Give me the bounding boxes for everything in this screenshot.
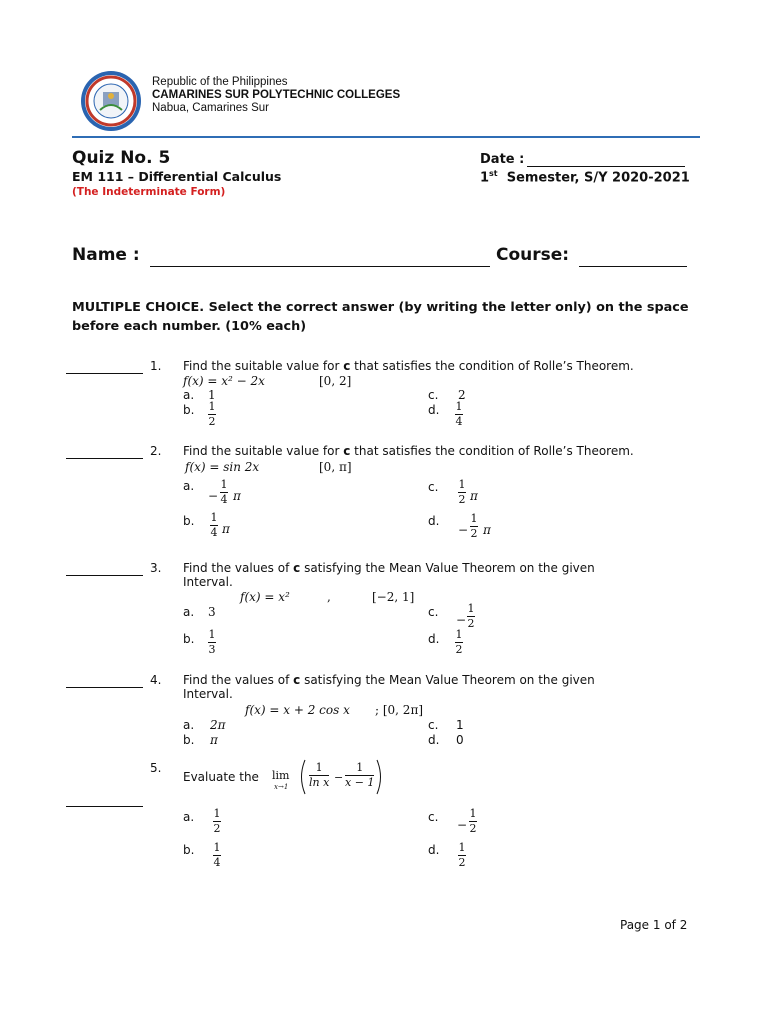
minus-sign: − — [334, 771, 344, 784]
option-fraction: 1 2 — [458, 478, 466, 506]
option-value: 1 — [208, 388, 216, 402]
header-divider — [72, 136, 700, 138]
question-interval: [−2, 1] — [372, 590, 415, 604]
option-sign: − — [208, 489, 219, 503]
option-label: a. — [183, 718, 195, 732]
option-value: π — [210, 733, 218, 747]
option-fraction: 1 2 — [455, 628, 463, 656]
option-label: d. — [428, 514, 440, 528]
option-label: a. — [183, 810, 195, 824]
answer-blank-2[interactable] — [66, 458, 143, 459]
limit-term1: 1 ln x — [309, 761, 330, 789]
option-label: c. — [428, 810, 439, 824]
option-pi: π — [233, 489, 241, 503]
option-fraction: 1 2 — [208, 400, 216, 428]
question-text: Find the values of c satisfying the Mean Value Theorem on the given — [183, 561, 595, 575]
option-label: c. — [428, 605, 439, 619]
question-text: Find the values of c satisfying the Mean Value Theorem on the given — [183, 673, 595, 687]
option-label: a. — [183, 605, 195, 619]
option-label: b. — [183, 514, 195, 528]
option-label: d. — [428, 733, 440, 747]
option-fraction: 1 2 — [213, 807, 221, 835]
option-label: d. — [428, 632, 440, 646]
course-blank[interactable] — [579, 266, 687, 267]
question-text: Find the suitable value for c that satisfies the condition of Rolle’s Theorem. — [183, 359, 634, 373]
option-pi: π — [470, 489, 478, 503]
question-number: 4. — [150, 673, 162, 687]
left-paren-icon — [297, 759, 307, 795]
option-label: c. — [428, 388, 439, 402]
option-fraction: 1 2 — [467, 602, 475, 630]
letterhead-country: Republic of the Philippines — [152, 76, 288, 88]
answer-blank-3[interactable] — [66, 575, 143, 576]
right-paren-icon — [375, 759, 385, 795]
option-pi: π — [222, 522, 230, 536]
course-code: EM 111 – Differential Calculus — [72, 169, 282, 184]
option-fraction: 1 4 — [455, 400, 463, 428]
question-text-line2: Interval. — [183, 687, 233, 701]
answer-blank-5[interactable] — [66, 806, 143, 807]
option-fraction: 1 2 — [469, 807, 477, 835]
course-label: Course: — [496, 245, 570, 265]
option-sign: − — [456, 613, 467, 627]
option-fraction: 1 4 — [213, 841, 221, 869]
option-label: b. — [183, 843, 195, 857]
option-label: a. — [183, 388, 195, 402]
question-interval: [0, π] — [319, 460, 352, 474]
limit-operator: lim — [272, 769, 290, 782]
option-label: b. — [183, 632, 195, 646]
quiz-topic: (The Indeterminate Form) — [72, 186, 226, 198]
option-label: b. — [183, 403, 195, 417]
interval-separator: , — [327, 590, 331, 604]
name-label: Name : — [72, 245, 140, 265]
option-label: b. — [183, 733, 195, 747]
instructions: MULTIPLE CHOICE. Select the correct answer (by writing the letter only) on the space before each number. (10% each) — [72, 300, 689, 334]
question-interval: ; [0, 2π] — [375, 703, 424, 717]
option-fraction: 1 4 — [220, 478, 228, 506]
quiz-title: Quiz No. 5 — [72, 148, 171, 168]
letterhead-college: CAMARINES SUR POLYTECHNIC COLLEGES — [152, 89, 401, 101]
option-fraction: 1 2 — [470, 512, 478, 540]
page-number: Page 1 of 2 — [620, 918, 688, 932]
question-text: Evaluate the — [183, 770, 259, 784]
question-number: 3. — [150, 561, 162, 575]
question-function: f(x) = x² − 2x — [183, 374, 265, 388]
option-fraction: 1 4 — [210, 511, 218, 539]
option-fraction: 1 2 — [458, 841, 466, 869]
option-value: 2 — [458, 388, 466, 402]
answer-blank-1[interactable] — [66, 373, 143, 374]
date-blank[interactable] — [527, 166, 685, 167]
letterhead-location: Nabua, Camarines Sur — [152, 102, 269, 114]
option-label: c. — [428, 718, 439, 732]
question-text-line2: Interval. — [183, 575, 233, 589]
option-sign: − — [458, 523, 469, 537]
option-value: 2π — [210, 718, 226, 732]
limit-term2: 1 x − 1 — [345, 761, 375, 789]
name-blank[interactable] — [150, 266, 490, 267]
option-label: d. — [428, 843, 440, 857]
question-number: 5. — [150, 761, 162, 775]
semester-label: 1st Semester, S/Y 2020-2021 — [480, 169, 690, 186]
question-interval: [0, 2] — [319, 374, 352, 388]
question-number: 2. — [150, 444, 162, 458]
college-seal-logo — [80, 70, 142, 132]
option-label: a. — [183, 479, 195, 493]
option-value: 0 — [456, 733, 464, 747]
question-function: f(x) = x + 2 cos x — [245, 703, 350, 717]
question-function: f(x) = x² — [240, 590, 290, 604]
option-label: d. — [428, 403, 440, 417]
question-number: 1. — [150, 359, 162, 373]
date-label: Date : — [480, 152, 525, 167]
question-text: Find the suitable value for c that satisfies the condition of Rolle’s Theorem. — [183, 444, 634, 458]
option-value: 3 — [208, 605, 216, 619]
option-value: 1 — [456, 718, 464, 732]
question-function: f(x) = sin 2x — [185, 460, 260, 474]
option-pi: π — [483, 523, 491, 537]
limit-subscript: x→1 — [274, 783, 289, 791]
option-fraction: 1 3 — [208, 628, 216, 656]
answer-blank-4[interactable] — [66, 687, 143, 688]
option-label: c. — [428, 480, 439, 494]
option-sign: − — [457, 818, 468, 832]
